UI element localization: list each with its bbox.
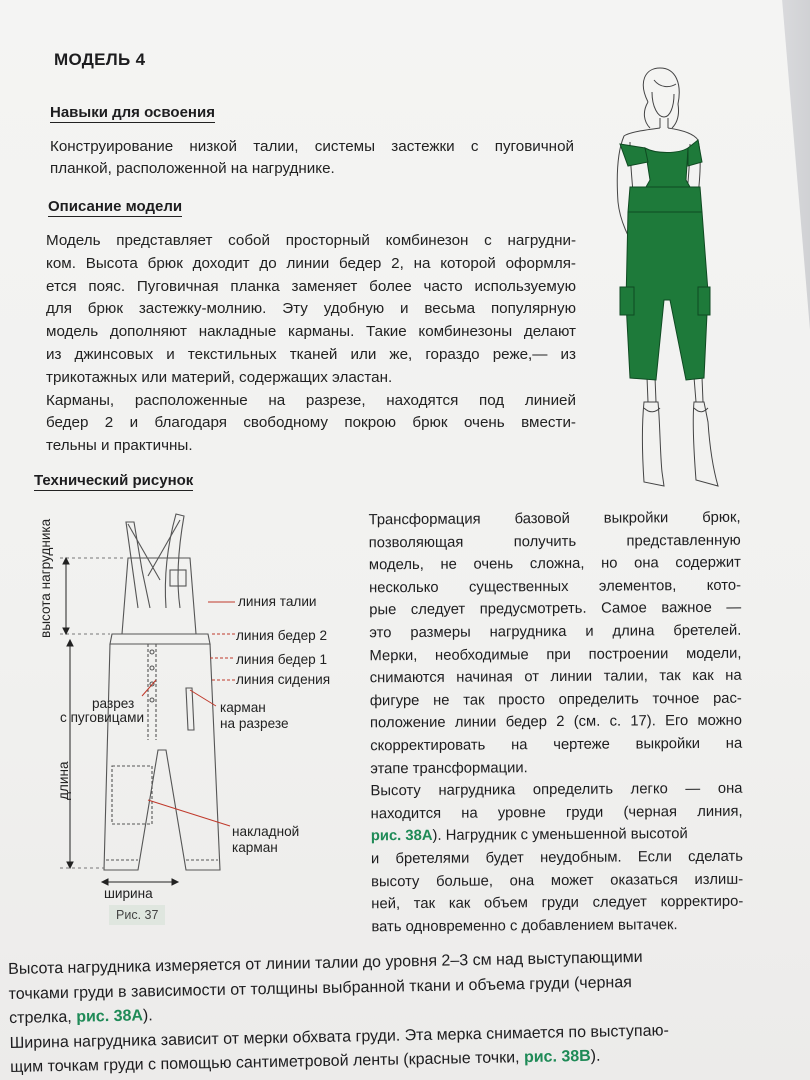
text-line: этапе трансформации. [370,759,528,777]
description-heading: Описание модели [48,198,183,215]
label-patch-pocket-2: карман [232,840,278,855]
label-hip-line-1: линия бедер 1 [236,652,328,667]
text-line: Мерки, необходимые при построении модели, [369,645,742,664]
text-line: рые следует предусмотреть. Самое важное — [369,600,742,619]
text-line: модель, не очень сложна, но она содержит [368,554,741,574]
label-width: ширина [104,886,153,901]
text-line: Трансформация базовой выкройки брюк, [368,509,741,529]
bottom-text [8,943,782,1080]
text-line: трикотажных или материй, содержащих эластан. [46,368,393,386]
label-length: длина [56,761,71,800]
label-waist-line: линия талии [238,594,317,609]
technical-drawing [30,510,370,935]
text-line: ком. Высота брюк доходит до линии бедер 2, на которой оформля- [46,254,576,272]
label-seat-line: линия сидения [236,672,331,687]
text-fragment: ). [142,1007,153,1025]
right-column-text [369,507,744,939]
text-line: скорректировать на чертеже выкройки на [370,735,743,755]
text-line: несколько существенных элементов, кото- [369,577,742,597]
text-line: снимаются начиная от линии талии, так как на [369,667,742,687]
label-slit-buttons-1: разрез [92,696,135,711]
text-line: для брюк застежку-молнию. Эту удобную и весьма популярную [46,300,576,318]
text-line: это размеры нагрудника и длина бретелей. [369,622,742,642]
label-slit-buttons-2: с пуговицами [60,710,145,725]
label-slit-pocket-2: на разрезе [220,716,289,731]
skills-text [50,136,574,180]
label-patch-pocket-1: накладной [232,824,300,839]
text-line: из джинсовых и текстильных тканей или же, гораздо реже,— из [46,345,576,363]
text-fragment: ). [590,1047,601,1065]
text-fragment: ). Нагрудник с уменьшенной высотой [432,826,688,845]
text-line: фигуре не так просто определить точное рас- [369,690,742,710]
text-line: бедер 2 и благодаря свободному покрою брюк очень вмести- [46,414,576,432]
technical-heading: Технический рисунок [34,472,194,489]
text-line: Карманы, расположенные на разрезе, находятся под линией [46,391,576,409]
text-line: и бретелями будет неудобным. Если сделать [370,848,743,868]
text-line: положение линии бедер 2 (см. с. 17). Его можно [369,713,743,732]
figure-reference[interactable]: рис. 38А [76,1007,144,1026]
label-bib-height: высота нагрудника [38,518,53,638]
text-line: находится на уровне груди (черная линия, [370,803,743,823]
label-hip-line-2: линия бедер 2 [236,628,328,643]
text-line [371,823,743,848]
text-line: вать одновременно с добавлением вытачек. [371,916,678,935]
text-line: Модель представляет собой просторный комбинезон с нагрудни- [46,232,576,249]
label-slit-pocket-1: карман [220,700,266,715]
text-line: модель дополняют накладные карманы. Такие комбинезоны делают [46,323,576,341]
figure-reference[interactable]: рис. 38В [523,1047,591,1067]
text-line: планкой, расположенной на нагруднике. [50,160,335,177]
model-title: МОДЕЛЬ 4 [54,50,146,69]
figure-reference[interactable]: рис. 38А [370,828,433,845]
text-line: ней, так как объем груди следует корректиро- [371,893,744,913]
text-line: позволяющая получить представленную [368,532,741,551]
fashion-figure-illustration [590,62,760,502]
text-line: Высоту нагрудника определить легко — она [370,780,743,800]
text-line: ется пояс. Пуговичная планка заменяет более часто используемую [46,277,576,295]
text-line: тельны и практичны. [46,437,193,455]
text-line: высоту больше, она может оказаться излиш- [371,871,744,890]
text-line: Высота нагрудника измеряется от линии талии до уровня 2–3 см над выступающими [8,948,643,978]
skills-heading: Навыки для освоения [50,104,215,121]
text-line: Конструирование низкой талии, системы застежки с пуговичной [50,138,574,155]
figure-caption: Рис. 37 [109,905,165,925]
text-fragment: щим точкам груди с помощью сантиметровой ленты (красные точки, [9,1049,525,1076]
description-text [46,230,576,458]
text-line: точками груди в зависимости от толщины выбранной ткани и объема груди (черная [8,973,633,1003]
text-line: Ширина нагрудника зависит от мерки обхвата груди. Эта мерка снимается по выступаю- [9,1021,670,1052]
text-fragment: стрелка, [8,1008,77,1027]
